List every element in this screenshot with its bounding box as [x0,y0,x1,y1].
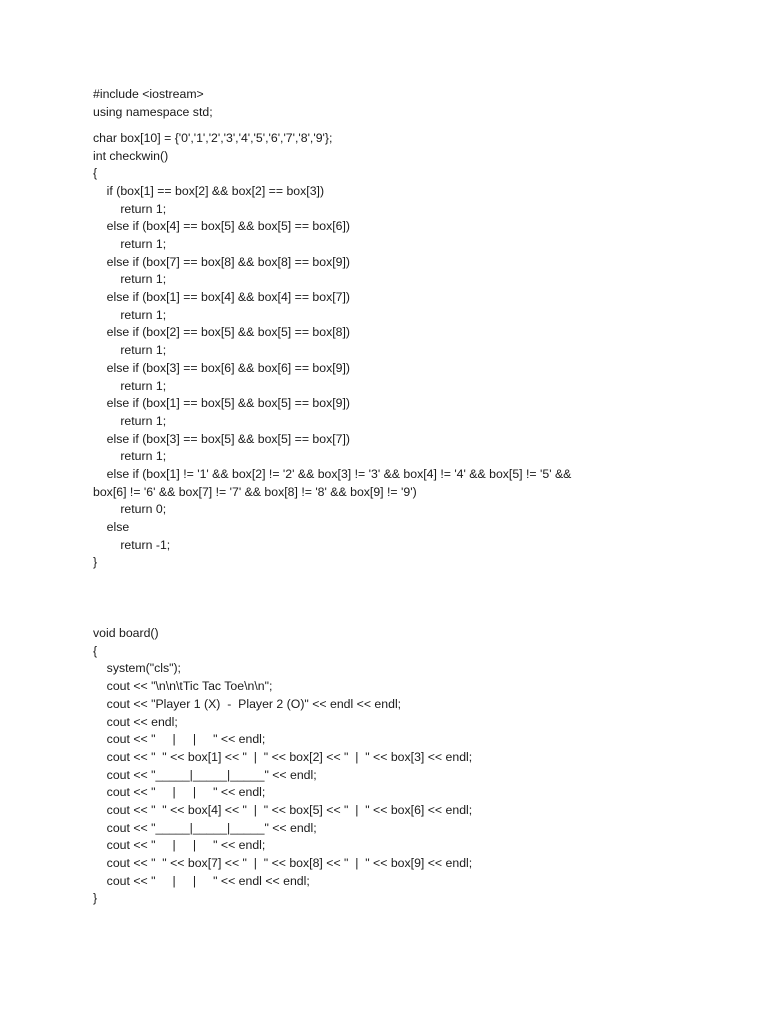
code-line: cout << " | | " << endl; [93,785,266,800]
code-line: cout << " | | " << endl; [93,838,266,853]
code-line: cout << "_____|_____|_____" << endl; [93,767,317,782]
code-line: { [93,166,98,181]
code-line: } [93,555,98,570]
code-line: cout << " | | " << endl; [93,732,266,747]
code-line: cout << "Player 1 (X) - Player 2 (O)" << endl << endl; [93,696,402,711]
include-block [93,86,753,121]
code-line: else if (box[4] == box[5] && box[5] == box[6]) [93,219,351,234]
code-line: using namespace std; [93,104,213,119]
code-line: cout << " " << box[7] << " | " << box[8] << " | " << box[9] << endl; [93,856,473,870]
code-line: { [93,643,98,658]
code-line: cout << " " << box[1] << " | " << box[2] << " | " << box[3] << endl; [93,749,473,764]
code-line: char box[10] = {'0','1','2','3','4','5','6','7','8','9'}; [93,130,333,145]
code-line: cout << "_____|_____|_____" << endl; [93,820,317,835]
code-line: return 1; [93,449,167,464]
code-line: if (box[1] == box[2] && box[2] == box[3]) [93,183,325,198]
code-line: else if (box[2] == box[5] && box[5] == box[8]) [93,325,351,340]
code-line: else if (box[3] == box[5] && box[5] == box[7]) [93,431,351,446]
code-line: int checkwin() [93,148,169,163]
code-line: return 0; [93,502,167,517]
code-document [93,86,753,908]
code-line: box[6] != '6' && box[7] != '7' && box[8] != '8' && box[9] != '9') [93,484,417,499]
code-line: else if (box[7] == box[8] && box[8] == box[9]) [93,254,351,269]
code-line: return 1; [93,378,167,393]
code-line: return 1; [93,237,167,251]
code-line: void board() [93,626,159,641]
code-line: return 1; [93,413,167,428]
code-line: cout << "\n\n\tTic Tac Toe\n\n"; [93,679,273,694]
code-line: else if (box[1] == box[5] && box[5] == box[9]) [93,396,351,411]
paragraph-gap [93,121,753,130]
code-line: cout << " " << box[4] << " | " << box[5] << " | " << box[6] << endl; [93,802,473,817]
code-line: } [93,891,98,906]
code-line: else if (box[1] == box[4] && box[4] == box[7]) [93,290,351,305]
code-line: else if (box[1] != '1' && box[2] != '2' && box[3] != '3' && box[4] != '4' && box[5] != '5' && [93,466,572,481]
code-line: return 1; [93,272,167,287]
section-gap [93,572,753,625]
code-line: return 1; [93,343,167,358]
code-line: return -1; [93,537,171,552]
code-line: #include <iostream> [93,87,204,101]
code-line: else [93,520,130,534]
board-function-block [93,625,753,908]
code-line: cout << " | | " << endl << endl; [93,873,310,888]
code-line: else if (box[3] == box[6] && box[6] == box[9]) [93,360,351,375]
code-line: cout << endl; [93,714,178,729]
checkwin-function-block [93,130,753,572]
code-line: system("cls"); [93,661,181,676]
code-line: return 1; [93,307,167,322]
code-line: return 1; [93,201,167,216]
